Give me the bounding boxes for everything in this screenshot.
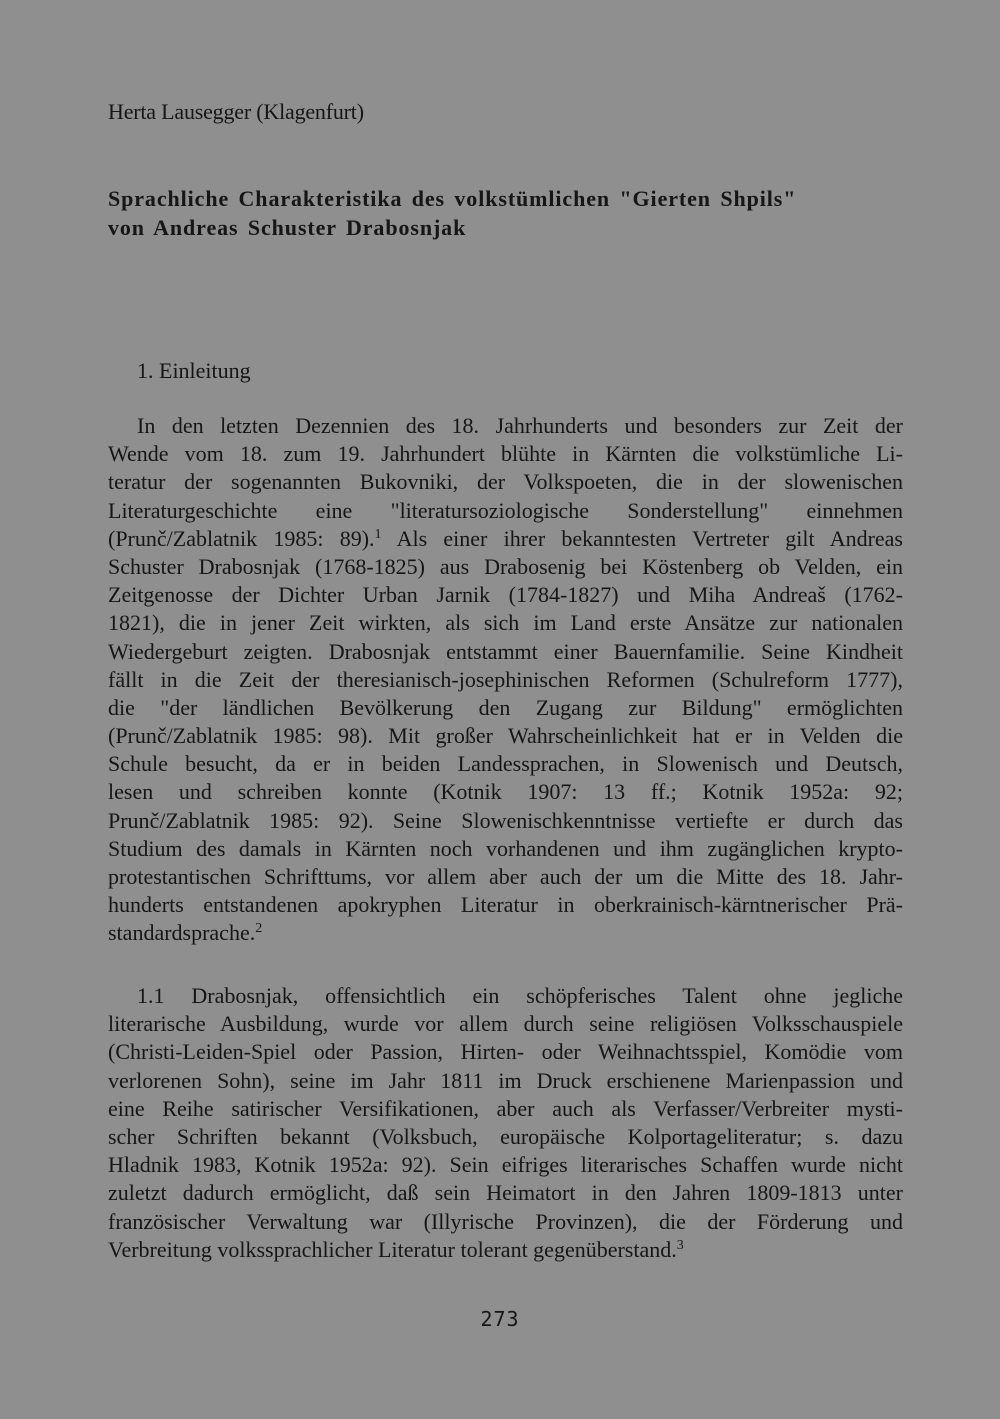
paragraph-line: [108, 1236, 903, 1264]
paragraph-line: zuletzt dadurch ermöglicht, daß sein Heimatort in den Jahren 1809-1813 unter: [108, 1180, 903, 1206]
paragraph-line: [108, 919, 903, 947]
paragraph-line-part: Als einer ihrer bekanntesten Vertreter gilt Andreas: [381, 525, 903, 551]
paragraph-line: literarische Ausbildung, wurde vor allem durch seine religiösen Volksschauspiele: [108, 1011, 903, 1037]
paragraph-line: scher Schriften bekannt (Volksbuch, europäische Kolportageliteratur; s. dazu: [108, 1123, 903, 1149]
paragraph-line: Schuster Drabosnjak (1768-1825) aus Drabosenig bei Köstenberg ob Velden, ein: [108, 553, 903, 579]
paragraph-line: [108, 525, 903, 553]
paragraph-line: Wiedergeburt zeigten. Drabosnjak entstammt einer Bauernfamilie. Seine Kindheit: [108, 638, 903, 664]
title-line-2: von Andreas Schuster Drabosnjak: [108, 215, 467, 240]
paragraph-line: verlorenen Sohn), seine im Jahr 1811 im Druck erschienene Marienpassion und: [108, 1067, 903, 1093]
paragraph-line: Literaturgeschichte eine "literatursoziologische Sonderstellung" einnehmen: [108, 497, 903, 523]
paragraph-line: Prunč/Zablatnik 1985: 92). Seine Slowenischkenntnisse vertiefte er durch das: [108, 807, 903, 833]
paragraph-line: Wende vom 18. zum 19. Jahrhundert blühte in Kärnten die volkstümliche Li-: [108, 441, 903, 467]
article-title: [108, 184, 898, 242]
paragraph-line: fällt in die Zeit der theresianisch-josephinischen Reformen (Schulreform 1777),: [108, 666, 903, 692]
paragraph-line: hunderts entstandenen apokryphen Literatur in oberkrainisch-kärntnerischer Prä-: [108, 892, 903, 918]
footnote-mark: 2: [255, 921, 263, 937]
paragraph-line: (Christi-Leiden-Spiel oder Passion, Hirten- oder Weihnachtsspiel, Komödie vom: [108, 1039, 903, 1065]
author-line: Herta Lausegger (Klagenfurt): [108, 99, 364, 124]
page-number: 273: [480, 1307, 520, 1331]
paragraph-line: 1821), die in jener Zeit wirkten, als sich im Land erste Ansätze zur nationalen: [108, 610, 903, 636]
paragraph-line-part: (Prunč/Zablatnik 1985: 89).: [108, 525, 375, 551]
paragraph-line: Hladnik 1983, Kotnik 1952a: 92). Sein eifriges literarisches Schaffen wurde nicht: [108, 1152, 903, 1178]
paragraph-line: französischer Verwaltung war (Illyrische Provinzen), die der Förderung und: [108, 1208, 903, 1234]
paragraph-line: teratur der sogenannten Bukovniki, der Volkspoeten, die in der slowenischen: [108, 469, 903, 495]
paragraph-1: [108, 412, 903, 948]
paragraph-line: (Prunč/Zablatnik 1985: 98). Mit großer Wahrscheinlichkeit hat er in Velden die: [108, 723, 903, 749]
section-heading: 1. Einleitung: [137, 358, 251, 383]
paragraph-line-part: Verbreitung volkssprachlicher Literatur tolerant gegenüberstand.: [108, 1236, 677, 1262]
paragraph-line: die "der ländlichen Bevölkerung den Zugang zur Bildung" ermöglichten: [108, 694, 903, 720]
paragraph-line-part: standardsprache.: [108, 920, 256, 946]
title-line-1: Sprachliche Charakteristika des volkstümlichen "Gierten Shpils": [108, 186, 797, 211]
paragraph-2: [108, 982, 903, 1264]
paragraph-line: 1.1 Drabosnjak, offensichtlich ein schöpferisches Talent ohne jegliche: [137, 983, 903, 1008]
footnote-mark: 3: [676, 1237, 684, 1253]
paragraph-line: In den letzten Dezennien des 18. Jahrhunderts und besonders zur Zeit der: [137, 413, 903, 438]
paragraph-line: protestantischen Schrifttums, vor allem aber auch der um die Mitte des 18. Jahr-: [108, 864, 903, 889]
paragraph-line: Zeitgenosse der Dichter Urban Jarnik (1784-1827) und Miha Andreaš (1762-: [108, 582, 903, 608]
paragraph-line: eine Reihe satirischer Versifikationen, aber auch als Verfasser/Verbreiter mysti-: [108, 1095, 903, 1121]
paragraph-line: Studium des damals in Kärnten noch vorhandenen und ihm zugänglichen krypto-: [108, 835, 903, 861]
footnote-mark: 1: [374, 526, 382, 542]
paragraph-line: Schule besucht, da er in beiden Landessprachen, in Slowenisch und Deutsch,: [108, 751, 903, 777]
paragraph-line: lesen und schreiben konnte (Kotnik 1907: 13 ff.; Kotnik 1952a: 92;: [108, 779, 903, 805]
